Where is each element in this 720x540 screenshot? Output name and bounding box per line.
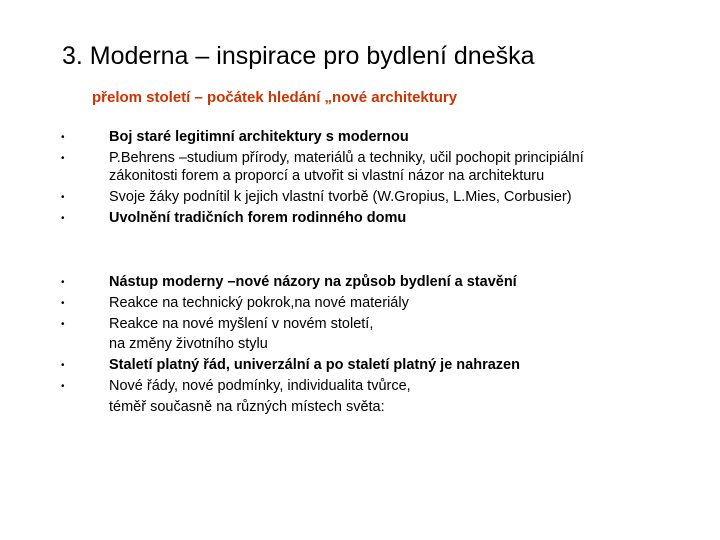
bullet-marker: • [61, 319, 65, 330]
bullet-item-2: P.Behrens –studium přírody, materiálů a techniky, učil pochopit principiální [109, 150, 584, 166]
bullet-item-6: Reakce na technický pokrok,na nové materiály [109, 295, 409, 311]
bullet-marker: • [61, 132, 65, 143]
bullet-marker: • [61, 298, 65, 309]
bullet-item-4: Uvolnění tradičních forem rodinného domu [109, 210, 407, 226]
bullet-marker: • [61, 153, 65, 164]
bullet-item-9-continued: téměř současně na různých místech světa: [109, 399, 385, 415]
bullet-item-8: Staletí platný řád, univerzální a po staletí platný je nahrazen [109, 357, 520, 373]
bullet-item-9: Nové řády, nové podmínky, individualita tvůrce, [109, 378, 411, 394]
bullet-marker: • [61, 192, 65, 203]
bullet-marker: • [61, 360, 65, 371]
bullet-marker: • [61, 277, 65, 288]
slide-title: 3. Moderna – inspirace pro bydlení dneška [62, 42, 535, 70]
bullet-item-7-continued: na změny životního stylu [109, 336, 268, 352]
bullet-item-1: Boj staré legitimní architektury s modernou [109, 129, 409, 145]
bullet-marker: • [61, 213, 65, 224]
bullet-item-2-continued: zákonitosti forem a proporcí a utvořit si vlastní názor na architekturu [109, 168, 545, 184]
slide-subtitle: přelom století – počátek hledání „nové architektury [92, 89, 458, 106]
bullet-item-5: Nástup moderny –nové názory na způsob bydlení a stavění [109, 274, 517, 290]
bullet-marker: • [61, 381, 65, 392]
bullet-item-7: Reakce na nové myšlení v novém století, [109, 316, 374, 332]
bullet-item-3: Svoje žáky podnítil k jejich vlastní tvorbě (W.Gropius, L.Mies, Corbusier) [109, 189, 572, 205]
